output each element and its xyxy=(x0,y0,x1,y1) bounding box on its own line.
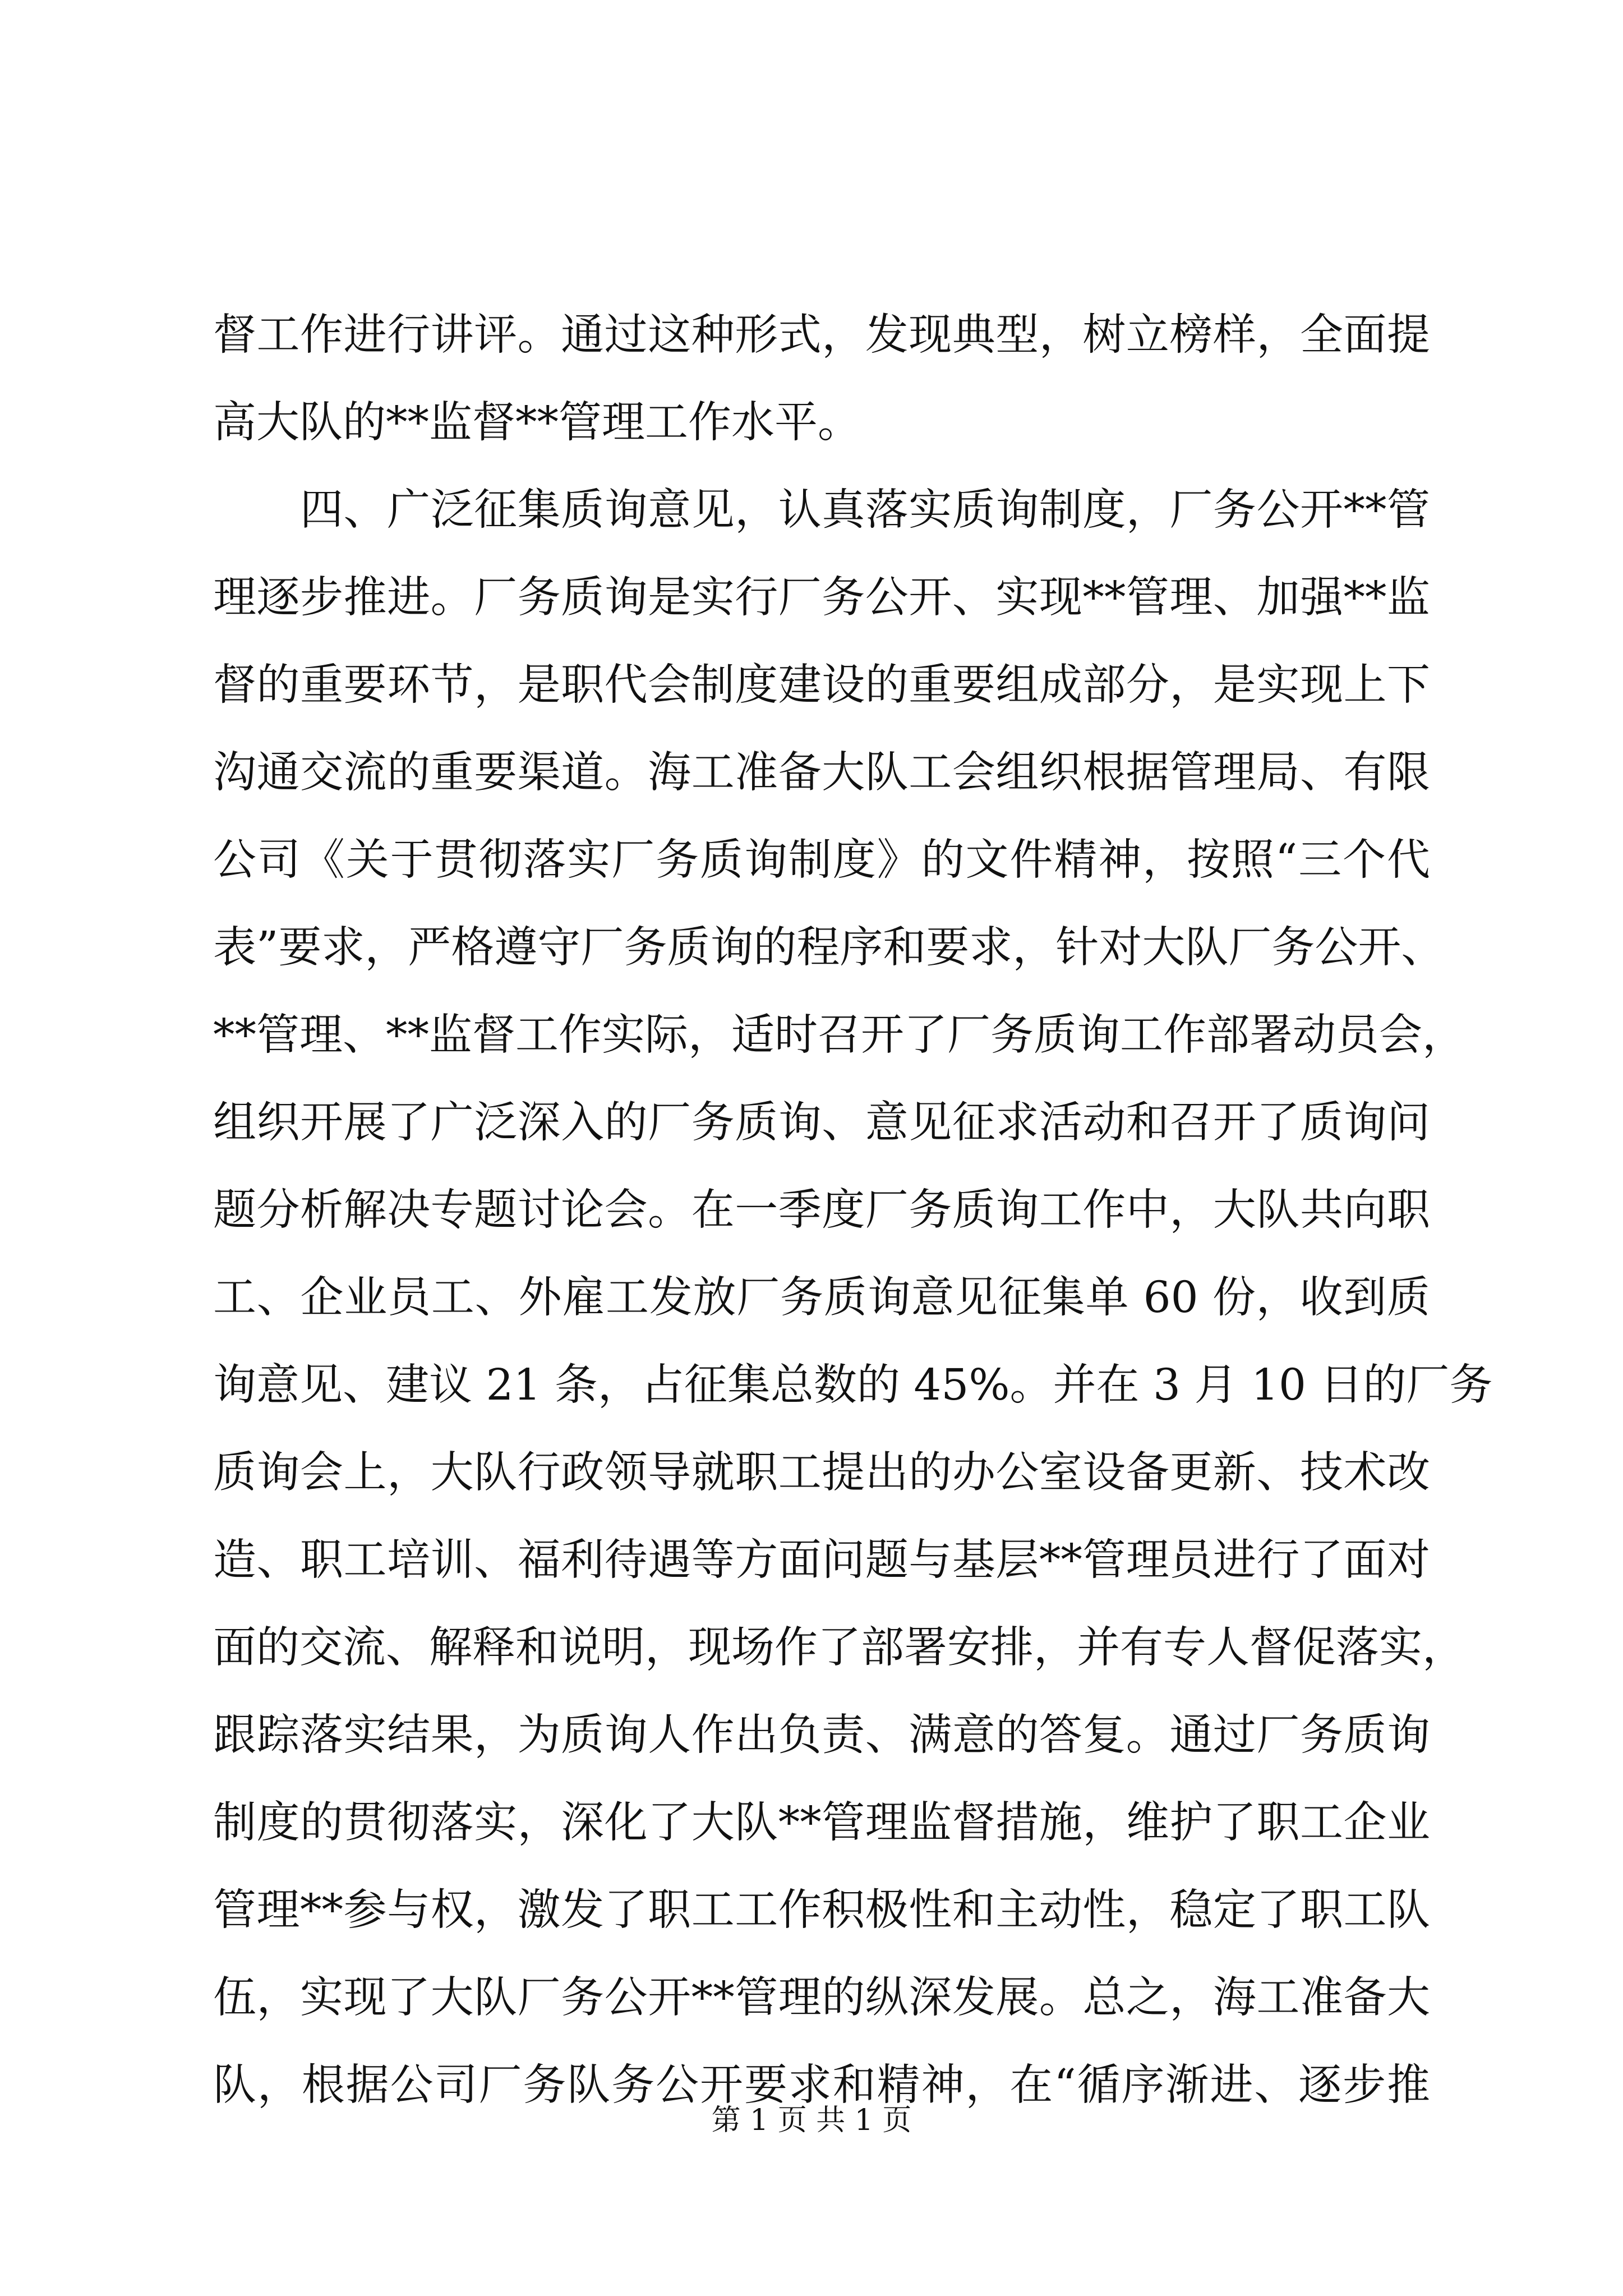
text-line: 造、职工培训、福利待遇等方面问题与基层**管理员进行了面对 xyxy=(213,1535,1430,1585)
page-footer: 第 1 页 共 1 页 xyxy=(711,2104,912,2137)
text-line: 队，根据公司厂务队务公开要求和精神，在“循序渐进、逐步推 xyxy=(213,2060,1430,2110)
text-line: 工、企业员工、外雇工发放厂务质询意见征集单 60 份，收到质 xyxy=(213,1273,1430,1323)
text-line: 题分析解决专题讨论会。在一季度厂务质询工作中，大队共向职 xyxy=(213,1185,1430,1235)
text-line: **管理、**监督工作实际，适时召开了厂务质询工作部署动员会， xyxy=(213,1010,1465,1060)
text-line: 伍，实现了大队厂务公开**管理的纵深发展。总之，海工准备大 xyxy=(213,1973,1430,2023)
text-line: 质询会上，大队行政领导就职工提出的办公室设备更新、技术改 xyxy=(213,1448,1430,1498)
text-line: 沟通交流的重要渠道。海工准备大队工会组织根据管理局、有限 xyxy=(213,748,1430,798)
text-line: 公司《关于贯彻落实厂务质询制度》的文件精神，按照“三个代 xyxy=(213,835,1430,885)
text-line: 督的重要环节，是职代会制度建设的重要组成部分，是实现上下 xyxy=(213,660,1430,710)
text-line: 高大队的**监督**管理工作水平。 xyxy=(213,398,861,448)
text-line: 跟踪落实结果，为质询人作出负责、满意的答复。通过厂务质询 xyxy=(213,1710,1430,1760)
text-line: 管理**参与权，激发了职工工作积极性和主动性，稳定了职工队 xyxy=(213,1885,1430,1935)
text-line: 面的交流、解释和说明，现场作了部署安排，并有专人督促落实， xyxy=(213,1623,1465,1673)
body-text xyxy=(213,292,1493,2129)
text-line: 制度的贯彻落实，深化了大队**管理监督措施，维护了职工企业 xyxy=(213,1798,1430,1848)
text-line: 组织开展了广泛深入的厂务质询、意见征求活动和召开了质询问 xyxy=(213,1098,1430,1148)
text-line: 询意见、建议 21 条，占征集总数的 45%。并在 3 月 10 日的厂务 xyxy=(213,1360,1493,1410)
text-line: 督工作进行讲评。通过这种形式，发现典型，树立榜样，全面提 xyxy=(213,310,1430,360)
text-line: 表”要求，严格遵守厂务质询的程序和要求，针对大队厂务公开、 xyxy=(213,923,1445,973)
text-line: 理逐步推进。厂务质询是实行厂务公开、实现**管理、加强**监 xyxy=(213,573,1430,623)
text-line: 四、广泛征集质询意见，认真落实质询制度，厂务公开**管 xyxy=(213,485,1430,535)
